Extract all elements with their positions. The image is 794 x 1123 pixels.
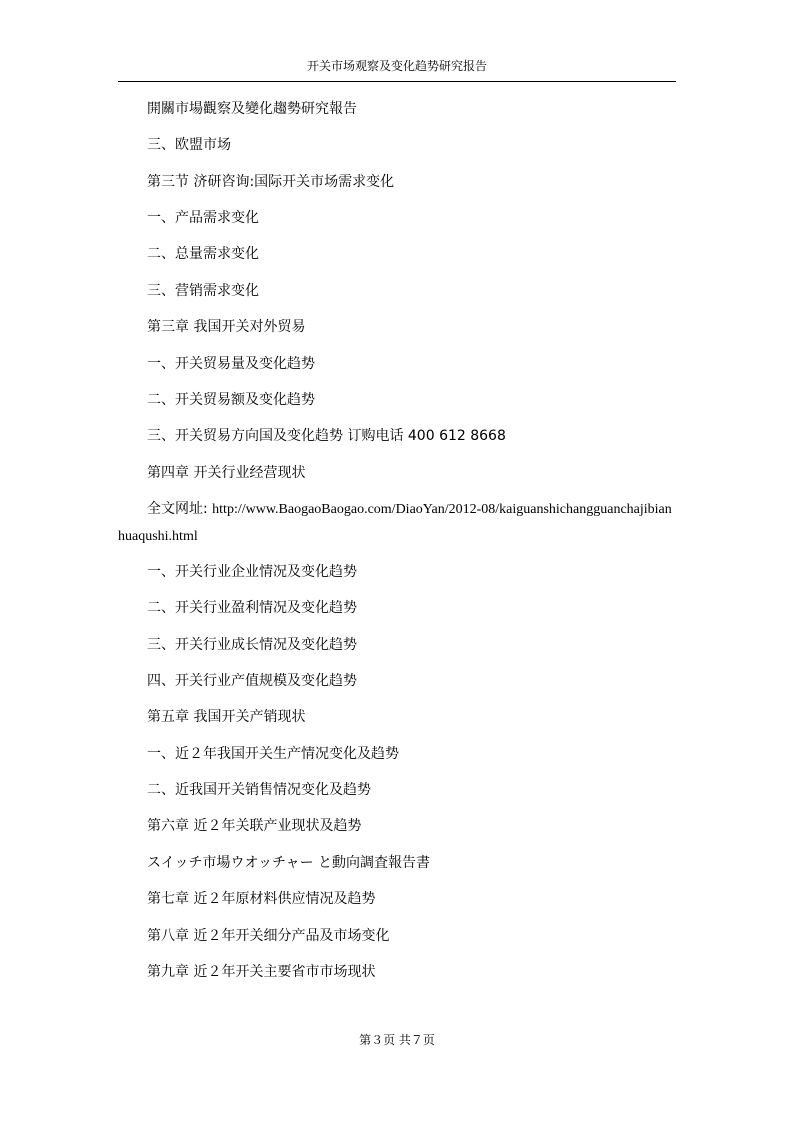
toc-line: 一、开关行业企业情况及变化趋势 — [147, 564, 357, 580]
toc-line: 第九章 近２年开关主要省市市场现状 — [147, 964, 376, 980]
toc-line: 第三节 济研咨询:国际开关市场需求变化 — [147, 174, 395, 190]
header-divider — [118, 81, 676, 82]
toc-line: 第六章 近２年关联产业现状及趋势 — [147, 818, 362, 834]
toc-line: スイッチ市場ウオッチャー と動向調査報告書 — [147, 855, 431, 871]
toc-line: 三、营销需求变化 — [147, 283, 259, 299]
toc-line: 第四章 开关行业经营现状 — [147, 465, 306, 481]
page-header: 开关市场观察及变化趋势研究报告 — [306, 59, 487, 73]
report-url-link[interactable]: http://www.BaogaoBaogao.com/DiaoYan/2012-08/kaiguanshichangguanchajibian — [212, 502, 672, 517]
toc-line: 二、开关贸易额及变化趋势 — [147, 392, 315, 408]
toc-line: 開關市場觀察及變化趨勢研究報告 — [147, 101, 357, 117]
toc-line: 三、欧盟市场 — [147, 137, 231, 153]
toc-line: 第八章 近２年开关细分产品及市场变化 — [147, 928, 390, 944]
toc-line: 一、近２年我国开关生产情况变化及趋势 — [147, 746, 399, 762]
toc-line: 一、开关贸易量及变化趋势 — [147, 356, 315, 372]
toc-line: 第五章 我国开关产销现状 — [147, 709, 306, 725]
toc-line: 二、近我国开关销售情况变化及趋势 — [147, 782, 371, 798]
full-text-url-line — [147, 501, 672, 518]
toc-line: 三、开关贸易方向国及变化趋势 订购电话 400 612 8668 — [147, 428, 506, 444]
toc-line: 二、总量需求变化 — [147, 246, 259, 262]
toc-line: 第七章 近２年原材料供应情况及趋势 — [147, 891, 376, 907]
url-label: 全文网址: — [147, 501, 208, 517]
toc-line: 四、开关行业产值规模及变化趋势 — [147, 673, 357, 689]
toc-line: 一、产品需求变化 — [147, 210, 259, 226]
toc-line: 二、开关行业盈利情况及变化趋势 — [147, 600, 357, 616]
page-footer: 第３页 共７页 — [359, 1033, 435, 1047]
report-url-continuation[interactable]: huaqushi.html — [118, 529, 198, 544]
toc-line: 第三章 我国开关对外贸易 — [147, 319, 306, 335]
toc-line: 三、开关行业成长情况及变化趋势 — [147, 637, 357, 653]
